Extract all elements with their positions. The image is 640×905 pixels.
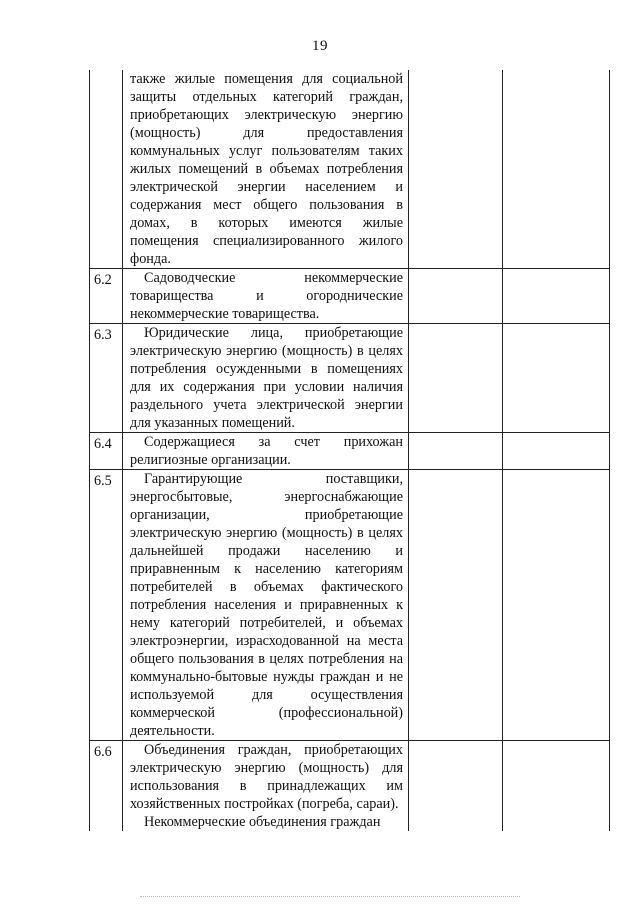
empty-cell — [409, 269, 503, 324]
table-row — [90, 741, 610, 832]
row-number: 6.2 — [90, 269, 123, 324]
empty-cell — [503, 470, 610, 741]
empty-cell — [409, 741, 503, 832]
row-number: 6.3 — [90, 324, 123, 433]
scan-artifact-line — [140, 896, 520, 898]
row-description — [123, 324, 409, 433]
empty-cell — [409, 324, 503, 433]
row-number: 6.6 — [90, 741, 123, 832]
table-row — [90, 433, 610, 470]
empty-cell — [409, 470, 503, 741]
empty-cell — [503, 741, 610, 832]
row-description — [123, 70, 409, 269]
table-row — [90, 470, 610, 741]
page-number: 19 — [312, 38, 328, 54]
table-row — [90, 324, 610, 433]
row-paragraph: Некоммерческие объединения граждан — [144, 814, 381, 830]
table-row — [90, 269, 610, 324]
row-description — [123, 741, 409, 832]
row-description — [123, 470, 409, 741]
row-paragraph: Юридические лица, приобретающие электрическую энергию (мощность) в целях потребления осужденными в помещениях для их содержания при условии наличия раздельного учета электрической энергии для указанных помещений. — [130, 325, 403, 431]
row-number — [90, 70, 123, 269]
row-description — [123, 433, 409, 470]
tariff-table — [89, 70, 610, 831]
row-paragraph: Содержащиеся за счет прихожан религиозные организации. — [130, 434, 403, 468]
empty-cell — [503, 324, 610, 433]
table-row — [90, 70, 610, 269]
row-paragraph: Гарантирующие поставщики, энергосбытовые, энергоснабжающие организации, приобретающие электрическую энергию (мощность) в целях дальнейшей продажи населению и приравненным к населению категориям потребителей в объемах фактического потребления населения и приравненных к нему категорий потребителей, и объемах электроэнергии, израсходованной на места общего пользования в целях потребления на коммунально-бытовые нужды граждан и не используемой для осуществления коммерческой (профессиональной) деятельности. — [130, 471, 403, 739]
row-paragraph: Садоводческие некоммерческие товарищества и огороднические некоммерческие товарищества. — [130, 270, 403, 322]
empty-cell — [503, 433, 610, 470]
empty-cell — [503, 269, 610, 324]
row-description — [123, 269, 409, 324]
row-paragraph: также жилые помещения для социальной защиты отдельных категорий граждан, приобретающих электрическую энергию (мощность) для предоставления коммунальных услуг пользователям таких жилых помещений в объемах потребления электрической энергии населением и содержания мест общего пользования в домах, в которых имеются жилые помещения специализированного жилого фонда. — [130, 71, 403, 267]
empty-cell — [503, 70, 610, 269]
row-number: 6.4 — [90, 433, 123, 470]
row-number: 6.5 — [90, 470, 123, 741]
empty-cell — [409, 70, 503, 269]
empty-cell — [409, 433, 503, 470]
row-paragraph: Объединения граждан, приобретающих электрическую энергию (мощность) для использования в принадлежащих им хозяйственных постройках (погреба, сараи). — [130, 742, 403, 812]
